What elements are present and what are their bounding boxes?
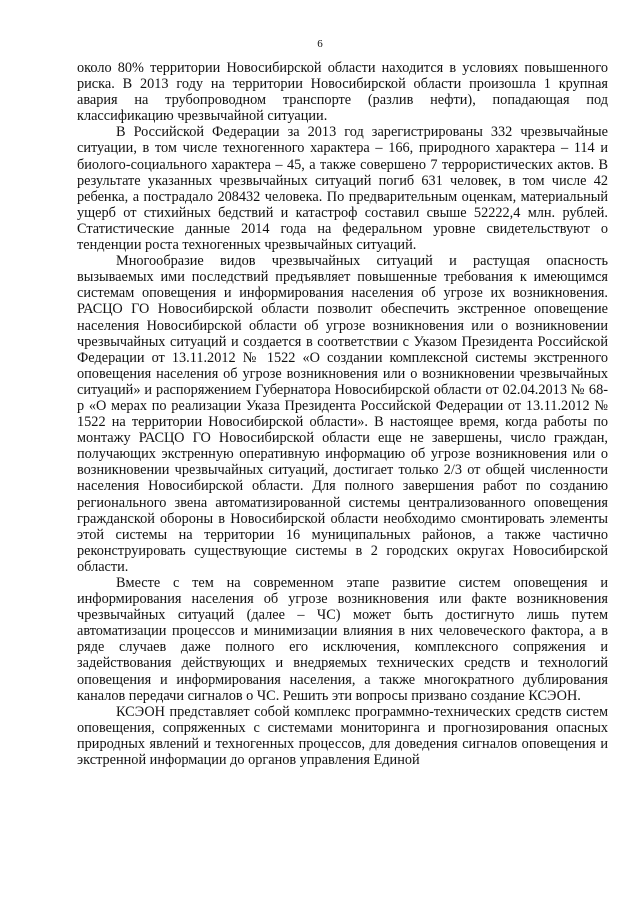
paragraph-5: КСЭОН представляет собой комплекс программно-технических средств систем оповещения, сопряженных с системами мониторинга и прогнозирования опасных природных явлений и техногенных процессов, для доведения сигналов оповещения и экстренной информации до органов управления Единой <box>77 703 608 769</box>
paragraph-1: около 80% территории Новосибирской области находится в условиях повышенного риска. В 2013 году на территории Новосибирской области произошла 1 крупная авария на трубопроводном транспорте (разлив нефти), попадающая под классификацию чрезвычайной ситуации. <box>77 60 608 125</box>
paragraph-4: Вместе с тем на современном этапе развитие систем оповещения и информирования населения об угрозе возникновения или факте возникновения чрезвычайных ситуаций (далее – ЧС) может быть достигнуто лишь путем автоматизации процессов и минимизации влияния в них человеческого фактора, а в ряде случаев даже полного его исключения, комплексного сопряжения и задействования действующих и внедряемых технических средств и технологий оповещения и информирования населения, а также многократного дублирования каналов передачи сигналов о ЧС. Решить эти вопросы призвано создание КСЭОН. <box>77 575 608 704</box>
paragraph-2: В Российской Федерации за 2013 год зарегистрированы 332 чрезвычайные ситуации, в том числе техногенного характера – 166, природного характера – 114 и биолого-социального характера – 45, а также совершено 7 террористических актов. В результате указанных чрезвычайных ситуаций погиб 631 человек, в том числе 42 ребенка, а пострадало 208432 человека. По предварительным оценкам, материальный ущерб от стихийных бедствий и катастроф составил свыше 52222,4 млн. рублей. Статистические данные 2014 года на федеральном уровне свидетельствуют о тенденции роста техногенных чрезвычайных ситуаций. <box>77 124 608 254</box>
document-body <box>77 60 608 768</box>
paragraph-3: Многообразие видов чрезвычайных ситуаций и растущая опасность вызываемых ими последствий предъявляет повышенные требования к имеющимся системам оповещения и информирования населения об угрозе их возникновения. РАСЦО ГО Новосибирской области позволит обеспечить экстренное оповещение населения Новосибирской области об угрозе возникновения или о возникновении чрезвычайных ситуаций и создается в соответствии с Указом Президента Российской Федерации от 13.11.2012 № 1522 «О создании комплексной системы экстренного оповещения населения об угрозе возникновения или о возникновении чрезвычайных ситуаций» и распоряжением Губернатора Новосибирской области от 02.04.2013 № 68-р «О мерах по реализации Указа Президента Российской Федерации от 13.11.2012 № 1522 на территории Новосибирской области». В настоящее время, когда работы по монтажу РАСЦО ГО Новосибирской области еще не завершены, число граждан, получающих экстренную оперативную информацию об угрозе возникновения или о возникновении чрезвычайных ситуаций, достигает только 2/3 от общей численности населения Новосибирской области. Для полного завершения работ по созданию регионального звена автоматизированной системы централизованного оповещения гражданской обороны в Новосибирской области необходимо смонтировать элементы этой системы на территории 16 муниципальных районов, а также частично реконструировать существующие системы в 2 городских округах Новосибирской области. <box>77 253 608 575</box>
page-number: 6 <box>317 38 323 50</box>
